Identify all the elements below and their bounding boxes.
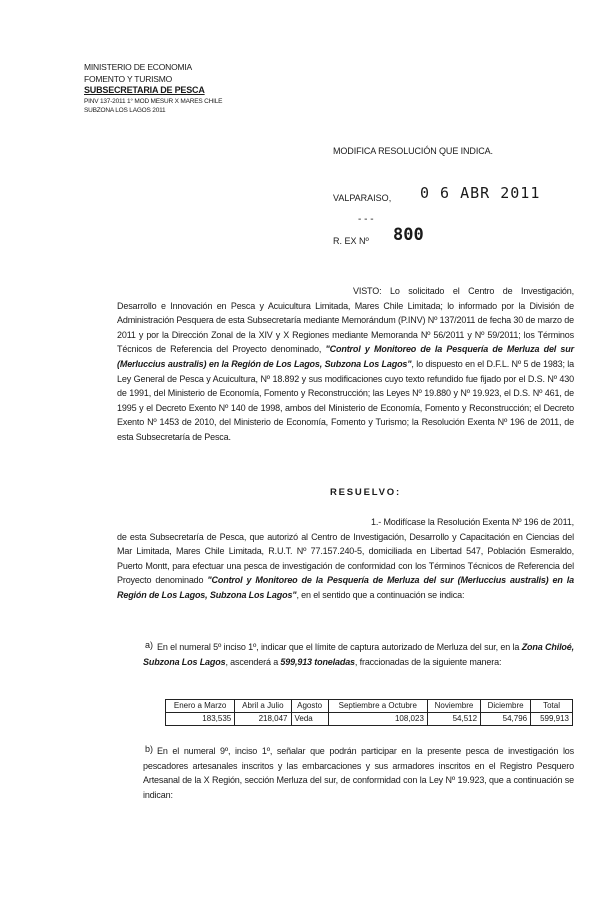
table-header-cell: Noviembre [427,700,480,713]
item-b-text: En el numeral 9º, inciso 1º, señalar que podrán participar en la presente pesca de investigación los pescadores artesanales inscritos y las embarcaciones y sus armadores inscritos en el Registro Pesquero Artesanal de la X Región, sección Merluza del sur, de conformidad con la Ley Nº 19.923, que a continuación se indican: [143,746,574,800]
resolution-number: 800 [393,225,424,245]
item-a-tonnage: 599,913 toneladas [280,656,355,667]
visto-project-title: "Control y Monitoreo de la Pesquería de Merluza del sur (Merluccius australis) en la Región de Los Lagos, Subzona Los Lagos" [117,344,574,369]
table-cell: Veda [291,713,328,726]
visto-text-1: VISTO: Lo solicitado el Centro de Investigación, Desarrollo e Innovación en Pesca y Acuicultura Limitada, Mares Chile Limitada; lo informado por la División de Administración Pesquera de esta Subsecretaría mediante Memorándum (P.INV) Nº 137/2011 de fecha 30 de marzo de 2011 y por la Dirección Zonal de la XIV y X Regiones mediante Memoranda Nº 56/2011 y Nº 59/2011; los Términos Técnicos de Referencia del Proyecto denominado, [117,286,574,355]
article-1-project-title: "Control y Monitoreo de la Pesquería de Merluza del sur (Merluccius australis) en la Región de Los Lagos, Subzona Los Lagos" [117,575,574,600]
item-a-text-1: En el numeral 5º inciso 1º, indicar que el límite de captura autorizado de Merluza del sur, en la [157,642,520,652]
article-1-text-1: 1.- Modifícase la Resolución Exenta Nº 196 de 2011, de esta Subsecretaría de Pesca, que autorizó al Centro de Investigación, Desarrollo y Capacitación en Ciencias del Mar Limitada, Mares Chile Limitada, R.U.T. Nº 77.157.240-5, domiciliada en Libertad 547, Población Esmeraldo, Puerto Montt, para efectuar una pesca de investigación de conformidad con los Términos Técnicos de Referencia del Proyecto denominado [117,517,574,586]
resuelvo-heading: RESUELVO: [330,487,401,498]
article-1-text-3: , en el sentido que a continuación se indica: [296,589,465,600]
table-cell: 183,535 [166,713,235,726]
ministry-subname: FOMENTO Y TURISMO [84,73,173,84]
table-cell: 218,047 [235,713,291,726]
visto-paragraph [117,284,574,445]
reference-code: PINV 137-2011 1° MOD MESUR X MARES CHILE [84,97,223,105]
separator-dashes: - - - [358,214,374,225]
item-a-text-5: , fraccionadas de la siguiente manera: [354,656,502,667]
item-b-paragraph [143,744,574,802]
ministry-name: MINISTERIO DE ECONOMIA [84,62,192,72]
table-cell: 108,023 [328,713,427,726]
table-row [166,713,573,726]
item-a-zone: Zona Chiloé, Subzona Los Lagos [143,642,574,667]
table-header-cell: Diciembre [481,700,531,713]
table-cell: 54,796 [481,713,531,726]
letterhead [84,62,284,115]
table-header-cell: Agosto [291,700,328,713]
visto-text-3: , lo dispuesto en el D.F.L. Nº 5 de 1983; la Ley General de Pesca y Acuicultura, Nº 18.892 y sus modificaciones cuyo texto refundido fue fijado por el D.S. Nº 430 de 1991, del Ministerio de Economía, Fomento y Reconstrucción; las Leyes Nº 19.880 y Nº 19.923, el D.S. Nº 461, de 1995 y el Decreto Exento Nº 140 de 1998, ambos del Ministerio de Economía, Fomento y Reconstrucción; el Decreto Exento Nº 1453 de 2010, del Ministerio de Economía, Fomento y Turismo; la Resolución Exenta Nº 196 de 2011, de esta Subsecretaría de Pesca. [117,358,574,442]
table-cell: 599,913 [531,713,573,726]
subsecretaria-name: SUBSECRETARIA DE PESCA [84,85,205,95]
resolution-article-1 [117,515,574,603]
table-cell: 54,512 [427,713,480,726]
catch-table [165,699,573,726]
date-stamp: 0 6 ABR 2011 [420,184,541,202]
table-header-cell: Enero a Marzo [166,700,235,713]
item-a-paragraph [143,640,574,669]
table-header-cell: Abril a Julio [235,700,291,713]
document-subject: MODIFICA RESOLUCIÓN QUE INDICA. [333,146,493,156]
reference-zone: SUBZONA LOS LAGOS 2011 [84,106,166,114]
resolution-label: R. EX Nº [333,236,369,246]
table-header-cell: Total [531,700,573,713]
item-b-label: b) [145,744,154,754]
item-a-text-3: , ascenderá a [225,656,279,667]
item-a-label: a) [145,640,154,650]
place-label: VALPARAISO, [333,193,392,203]
table-header-cell: Septiembre a Octubre [328,700,427,713]
table-header-row [166,700,573,713]
catch-limit-table [165,699,573,726]
